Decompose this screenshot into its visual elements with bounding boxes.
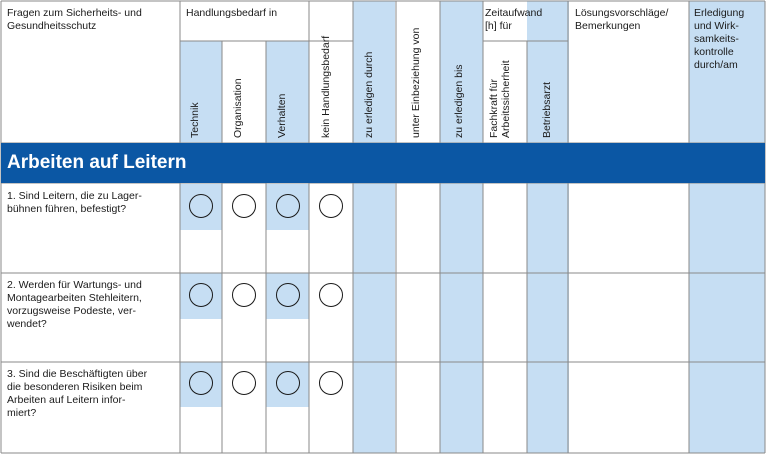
header-verhalten: Verhalten — [276, 93, 288, 138]
q2-kein-handlungsbedarf-circle[interactable] — [319, 283, 343, 307]
q2-verhalten-circle[interactable] — [276, 283, 300, 307]
q3-organisation-circle[interactable] — [232, 371, 256, 395]
q2-technik-circle[interactable] — [189, 283, 213, 307]
header-unter-einbeziehung-von: unter Einbeziehung von — [410, 27, 422, 138]
header-handlungsbedarf-in: Handlungsbedarf in — [186, 7, 278, 19]
q1-technik-circle[interactable] — [189, 194, 213, 218]
shaded-column-2 — [527, 1, 569, 453]
shaded-header-0 — [180, 41, 222, 143]
header-erledigung: Erledigung und Wirk- samkeits- kontrolle durch/am — [694, 7, 745, 71]
header-fragen: Fragen zum Sicherheits- und Gesundheitsschutz — [7, 7, 142, 32]
question-2-text: 2. Werden für Wartungs- und Montagearbeiten Stehleitern, vorzugsweise Podeste, ver- wendet? — [7, 279, 142, 330]
header-technik: Technik — [189, 102, 201, 138]
header-fachkraft: Fachkraft für Arbeitssicherheit — [488, 60, 512, 138]
q1-verhalten-circle[interactable] — [276, 194, 300, 218]
q2-organisation-circle[interactable] — [232, 283, 256, 307]
header-zu-erledigen-durch: zu erledigen durch — [363, 51, 375, 138]
question-3-text: 3. Sind die Beschäftigten über die besonderen Risiken beim Arbeiten auf Leitern infor- miert? — [7, 368, 148, 419]
header-kein-handlungsbedarf: kein Handlungsbedarf — [320, 35, 332, 138]
header-loesungsvorschlaege: Lösungsvorschläge/ Bemerkungen — [575, 7, 669, 32]
q1-kein-handlungsbedarf-circle[interactable] — [319, 194, 343, 218]
header-betriebsarzt: Betriebsarzt — [541, 81, 553, 138]
q3-kein-handlungsbedarf-circle[interactable] — [319, 371, 343, 395]
q3-technik-circle[interactable] — [189, 371, 213, 395]
question-1-text: 1. Sind Leitern, die zu Lager- bühnen führen, befestigt? — [7, 190, 142, 215]
q1-organisation-circle[interactable] — [232, 194, 256, 218]
header-organisation: Organisation — [232, 78, 244, 138]
header-zu-erledigen-bis: zu erledigen bis — [453, 64, 465, 138]
q3-verhalten-circle[interactable] — [276, 371, 300, 395]
section-title: Arbeiten auf Leitern — [7, 152, 187, 173]
header-zeitaufwand: Zeitaufwand [h] für — [485, 7, 543, 32]
